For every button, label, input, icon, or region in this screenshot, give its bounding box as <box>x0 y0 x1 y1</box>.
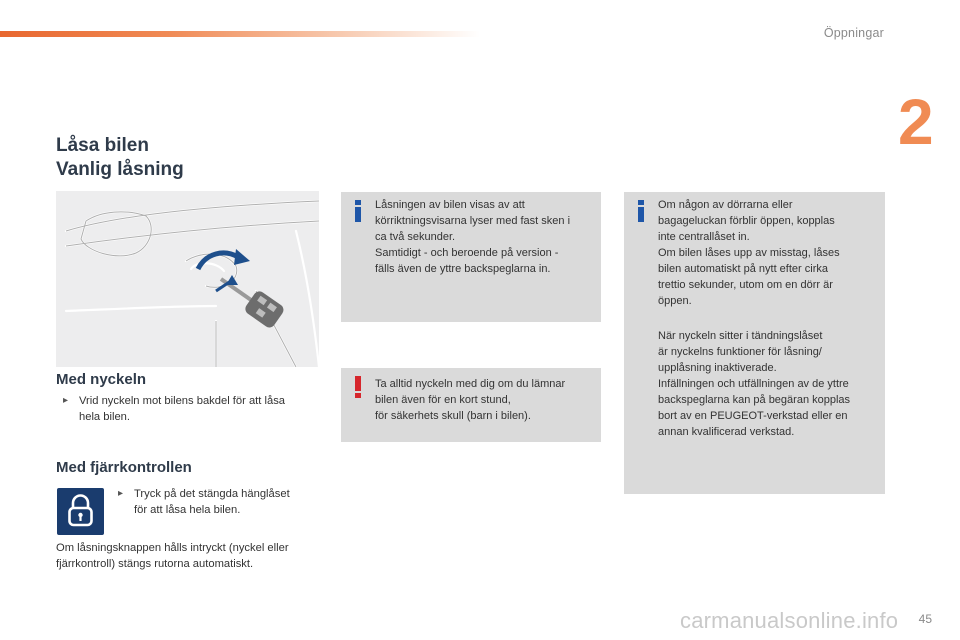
box-text-line: är nyckelns funktioner för låsning/ <box>658 346 822 358</box>
box-text-line: annan kvalificerad verkstad. <box>658 426 795 438</box>
car-door-key-illustration <box>56 191 319 367</box>
box-text-line: upplåsning inaktiverade. <box>658 362 777 374</box>
page-subtitle: Vanlig låsning <box>56 159 184 180</box>
box-text-line: körriktningsvisarna lyser med fast sken i <box>375 215 571 227</box>
box-text-line: bilen automatiskt på nytt efter cirka <box>658 263 828 275</box>
chapter-number: 2 <box>898 86 934 158</box>
warning-box <box>341 368 601 442</box>
warning-box-text <box>375 376 597 424</box>
box-text-line: inte centrallåset in. <box>658 231 750 243</box>
box-text-line: bagageluckan förblir öppen, kopplas <box>658 215 835 227</box>
remote-instruction-line: Tryck på det stängda hänglåset <box>134 488 290 500</box>
chapter-name: Öppningar <box>823 26 884 40</box>
info-icon <box>353 200 363 222</box>
info-box-locking <box>341 192 601 322</box>
warning-icon <box>353 376 363 398</box>
section-heading-key: Med nyckeln <box>56 371 147 388</box>
remote-note-line: Om låsningsknappen hålls intryckt (nyckel eller <box>56 542 289 554</box>
box-text-line: för säkerhets skull (barn i bilen). <box>375 410 531 422</box>
section-heading-remote: Med fjärrkontrollen <box>56 459 192 476</box>
box-text-line: Låsningen av bilen visas av att <box>375 199 525 211</box>
box-text-line: Om någon av dörrarna eller <box>658 199 793 211</box>
remote-note <box>56 540 289 572</box>
info-box-text <box>658 328 882 440</box>
box-text-line: bilen även för en kort stund, <box>375 394 511 406</box>
bullet-icon: ▸ <box>63 395 69 406</box>
box-text-line: Infällningen och utfällningen av de yttre <box>658 378 849 390</box>
box-text-line: Om bilen låses upp av misstag, låses <box>658 247 840 259</box>
box-text-line: backspeglarna kan på begäran kopplas <box>658 394 851 406</box>
info-box-central-lock <box>624 192 885 494</box>
box-text-line: Ta alltid nyckeln med dig om du lämnar <box>375 378 566 390</box>
remote-instruction <box>118 486 290 518</box>
padlock-icon <box>57 488 104 535</box>
info-box-text <box>375 197 597 277</box>
page-title: Låsa bilen <box>56 135 149 156</box>
info-icon <box>636 200 646 222</box>
box-text-line: bort av en PEUGEOT-verkstad eller en <box>658 410 848 422</box>
remote-note-line: fjärrkontroll) stängs rutorna automatiskt. <box>56 558 254 570</box>
padlock-button-icon <box>57 488 104 535</box>
chapter-color-bar <box>0 31 480 37</box>
box-text-line: ca två sekunder. <box>375 231 456 243</box>
box-text-line: öppen. <box>658 295 692 307</box>
bullet-icon: ▸ <box>118 488 124 499</box>
box-text-line: När nyckeln sitter i tändningslåset <box>658 330 823 342</box>
info-box-text <box>658 197 882 309</box>
box-text-line: trettio sekunder, utom om en dörr är <box>658 279 833 291</box>
box-text-line: Samtidigt - och beroende på version - <box>375 247 559 259</box>
box-text-line: fälls även de yttre backspeglarna in. <box>375 263 551 275</box>
key-instruction-line: hela bilen. <box>79 411 131 423</box>
car-door-icon <box>56 191 319 367</box>
remote-instruction-line: för att låsa hela bilen. <box>134 504 241 516</box>
page-number: 45 <box>918 612 932 626</box>
watermark: carmanualsonline.info <box>680 608 899 633</box>
key-instruction <box>63 393 286 425</box>
key-instruction-line: Vrid nyckeln mot bilens bakdel för att låsa <box>79 395 286 407</box>
